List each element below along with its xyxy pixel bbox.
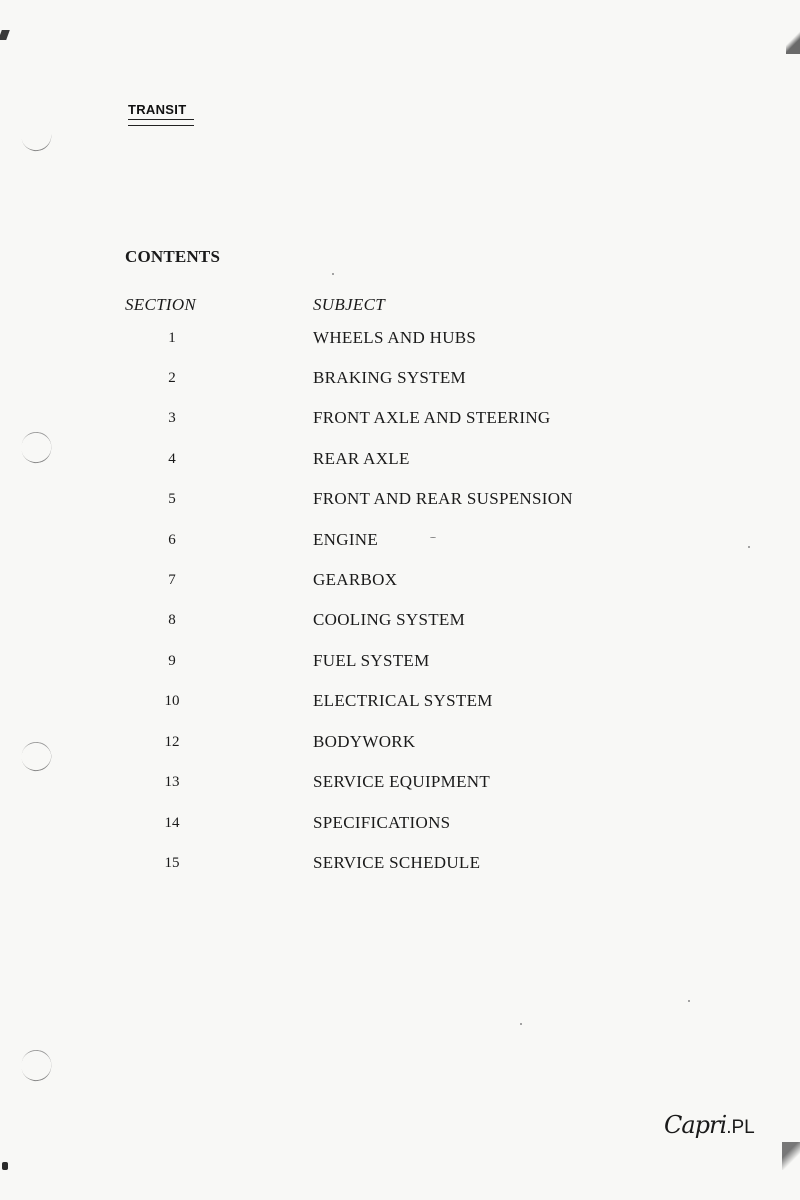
scan-corner-mark <box>2 1162 8 1170</box>
contents-row <box>0 368 800 392</box>
contents-row <box>0 489 800 513</box>
section-subject: BODYWORK <box>313 732 416 751</box>
section-subject: SERVICE SCHEDULE <box>313 853 481 872</box>
scan-corner-mark <box>782 1142 800 1170</box>
section-number: 12 <box>164 734 180 750</box>
header-brand: TRANSIT <box>128 102 187 117</box>
contents-row <box>0 328 800 352</box>
section-number: 4 <box>168 451 176 467</box>
section-subject: GEARBOX <box>313 570 398 589</box>
contents-row <box>0 772 800 796</box>
contents-row <box>0 651 800 675</box>
scan-speck <box>520 1023 522 1025</box>
section-subject: WHEELS AND HUBS <box>313 328 477 347</box>
section-number: 8 <box>168 612 176 628</box>
section-column-header: SECTION <box>125 295 197 314</box>
scan-corner-mark <box>786 30 800 54</box>
section-number: 1 <box>168 330 176 346</box>
section-number: 2 <box>168 370 176 386</box>
binder-hole-icon <box>20 125 54 154</box>
contents-row <box>0 732 800 756</box>
section-subject: FUEL SYSTEM <box>313 651 430 670</box>
section-number: 6 <box>168 532 176 548</box>
contents-row <box>0 408 800 432</box>
contents-row <box>0 853 800 877</box>
contents-row <box>0 610 800 634</box>
section-subject: REAR AXLE <box>313 449 410 468</box>
scan-speck <box>332 273 334 275</box>
contents-row <box>0 530 800 554</box>
contents-row <box>0 449 800 473</box>
contents-row <box>0 813 800 837</box>
header-rule <box>128 119 194 120</box>
section-subject: ELECTRICAL SYSTEM <box>313 691 493 710</box>
section-subject: FRONT AND REAR SUSPENSION <box>313 489 573 508</box>
section-number: 10 <box>164 693 180 709</box>
section-number: 7 <box>168 572 176 588</box>
section-number: 5 <box>168 491 176 507</box>
section-subject: FRONT AXLE AND STEERING <box>313 408 551 427</box>
section-subject: ENGINE <box>313 530 379 549</box>
watermark-script: Capri <box>664 1111 727 1139</box>
header-rule <box>128 125 194 126</box>
section-subject: SPECIFICATIONS <box>313 813 451 832</box>
section-number: 3 <box>168 410 176 426</box>
scan-speck <box>688 1000 690 1002</box>
section-subject: SERVICE EQUIPMENT <box>313 772 491 791</box>
section-number: 14 <box>164 815 180 831</box>
binder-hole-icon <box>20 1055 54 1084</box>
section-subject: BRAKING SYSTEM <box>313 368 466 387</box>
watermark-suffix: .PL <box>726 1117 755 1138</box>
section-number: 15 <box>164 855 180 871</box>
site-watermark <box>664 1111 755 1139</box>
contents-row <box>0 691 800 715</box>
subject-column-header: SUBJECT <box>313 295 385 314</box>
contents-title: CONTENTS <box>125 247 221 266</box>
scan-corner-mark <box>0 30 10 40</box>
section-number: 9 <box>168 653 176 669</box>
section-subject: COOLING SYSTEM <box>313 610 466 629</box>
contents-row <box>0 570 800 594</box>
section-number: 13 <box>164 774 180 790</box>
